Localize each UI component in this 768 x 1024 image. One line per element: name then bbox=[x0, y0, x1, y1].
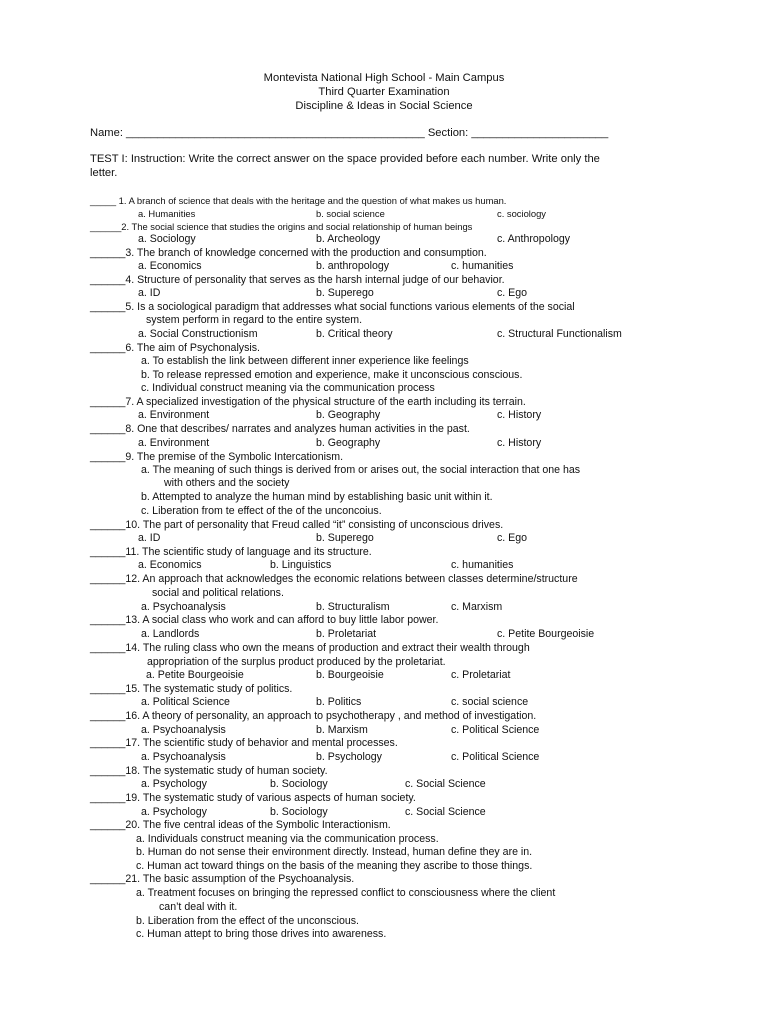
question-12-continued: social and political relations. bbox=[152, 587, 284, 599]
question-5-continued: system perform in regard to the entire system. bbox=[146, 314, 363, 326]
question-20-choice-c: c. Human act toward things on the basis of the meaning they ascribe to those things. bbox=[136, 860, 533, 872]
name-section-line: Name: ________________________________________________ Section: ______________________ bbox=[90, 127, 609, 139]
question-6-choice-b: b. To release repressed emotion and experience, make it unconscious conscious. bbox=[141, 369, 523, 381]
choice-a: a. ID bbox=[138, 532, 161, 544]
choice-c: c. History bbox=[497, 437, 542, 449]
instruction-line-1: TEST I: Instruction: Write the correct answer on the space provided before each number. Write only the bbox=[90, 153, 600, 165]
question-9-choice-c: c. Liberation from te effect of the of the unconcoius. bbox=[141, 505, 382, 517]
choice-a: a. Psychology bbox=[141, 778, 207, 790]
choice-a: a. Landlords bbox=[141, 628, 200, 640]
choice-b: b. Bourgeoisie bbox=[316, 669, 384, 681]
choice-b: b. Sociology bbox=[270, 806, 328, 818]
choice-a: a. Humanities bbox=[138, 208, 196, 219]
question-13: ______13. A social class who work and can afford to buy little labor power. bbox=[90, 614, 439, 626]
choice-a: a. Political Science bbox=[141, 696, 230, 708]
choice-c: c. sociology bbox=[497, 208, 546, 219]
question-14-continued: appropriation of the surplus product produced by the proletariat. bbox=[147, 656, 446, 668]
choice-a: a. Economics bbox=[138, 559, 202, 571]
choice-a: a. Petite Bourgeoisie bbox=[146, 669, 244, 681]
choice-a: a. Psychology bbox=[141, 806, 207, 818]
choice-a: a. Psychoanalysis bbox=[141, 724, 226, 736]
question-14: ______14. The ruling class who own the means of production and extract their wealth through bbox=[90, 642, 530, 654]
choice-b: b. Marxism bbox=[316, 724, 368, 736]
question-12: ______12. An approach that acknowledges the economic relations between classes determine/structure bbox=[90, 573, 578, 585]
question-3: ______3. The branch of knowledge concerned with the production and consumption. bbox=[90, 247, 487, 259]
choice-c: c. History bbox=[497, 409, 542, 421]
choice-b: b. Superego bbox=[316, 287, 374, 299]
subject-title: Discipline & Ideas in Social Science bbox=[295, 100, 473, 112]
question-8: ______8. One that describes/ narrates and analyzes human activities in the past. bbox=[90, 423, 470, 435]
question-19: ______19. The systematic study of various aspects of human society. bbox=[90, 792, 416, 804]
question-18: ______18. The systematic study of human society. bbox=[90, 765, 328, 777]
question-21-choice-a-continued: can’t deal with it. bbox=[159, 901, 238, 913]
choice-b: b. Geography bbox=[316, 409, 381, 421]
question-16: ______16. A theory of personality, an approach to psychotherapy , and method of investigation. bbox=[90, 710, 537, 722]
choice-b: b. Proletariat bbox=[316, 628, 377, 640]
choice-b: b. Structuralism bbox=[316, 601, 390, 613]
choice-c: c. humanities bbox=[451, 559, 514, 571]
question-9-choice-b: b. Attempted to analyze the human mind by establishing basic unit within it. bbox=[141, 491, 493, 503]
choice-c: c. Marxism bbox=[451, 601, 503, 613]
choice-b: b. anthropology bbox=[316, 260, 390, 272]
question-20: ______20. The five central ideas of the Symbolic Interactionism. bbox=[90, 819, 391, 831]
choice-c: c. Political Science bbox=[451, 751, 540, 763]
choice-c: c. Ego bbox=[497, 287, 528, 299]
question-6-choice-a: a. To establish the link between different inner experience like feelings bbox=[141, 355, 469, 367]
choice-a: a. Social Constructionism bbox=[138, 328, 258, 340]
question-9: ______9. The premise of the Symbolic Intercationism. bbox=[90, 451, 344, 463]
question-20-choice-a: a. Individuals construct meaning via the communication process. bbox=[136, 833, 439, 845]
question-21: ______21. The basic assumption of the Psychoanalysis. bbox=[90, 873, 355, 885]
choice-b: b. Sociology bbox=[270, 778, 328, 790]
choice-a: a. Environment bbox=[138, 437, 210, 449]
choice-b: b. Superego bbox=[316, 532, 374, 544]
question-10: ______10. The part of personality that Freud called “it” consisting of unconscious drives. bbox=[90, 519, 504, 531]
choice-c: c. social science bbox=[451, 696, 529, 708]
choice-c: c. humanities bbox=[451, 260, 514, 272]
school-name: Montevista National High School - Main Campus bbox=[263, 72, 505, 84]
question-9-choice-a-continued: with others and the society bbox=[164, 477, 290, 489]
question-21-choice-c: c. Human attept to bring those drives into awareness. bbox=[136, 928, 387, 940]
choice-b: b. social science bbox=[316, 208, 385, 219]
choice-a: a. ID bbox=[138, 287, 161, 299]
choice-b: b. Critical theory bbox=[316, 328, 393, 340]
choice-a: a. Psychoanalysis bbox=[141, 751, 226, 763]
choice-b: b. Geography bbox=[316, 437, 381, 449]
choice-b: b. Psychology bbox=[316, 751, 382, 763]
choice-c: c. Proletariat bbox=[451, 669, 511, 681]
question-20-choice-b: b. Human do not sense their environment directly. Instead, human define they are in. bbox=[136, 846, 533, 858]
question-17: ______17. The scientific study of behavior and mental processes. bbox=[90, 737, 398, 749]
exam-title: Third Quarter Examination bbox=[318, 86, 450, 98]
choice-c: c. Social Science bbox=[405, 806, 486, 818]
question-9-choice-a: a. The meaning of such things is derived from or arises out, the social interaction that one has bbox=[141, 464, 581, 476]
question-1: _____ 1. A branch of science that deals with the heritage and the question of what makes us human. bbox=[90, 195, 507, 206]
question-15: ______15. The systematic study of politics. bbox=[90, 683, 293, 695]
instruction-line-2: letter. bbox=[90, 167, 118, 179]
choice-b: b. Archeology bbox=[316, 233, 381, 245]
choice-c: c. Anthropology bbox=[497, 233, 571, 245]
question-2: ______2. The social science that studies the origins and social relationship of human beings bbox=[90, 221, 473, 232]
choice-b: b. Politics bbox=[316, 696, 362, 708]
question-6-choice-c: c. Individual construct meaning via the communication process bbox=[141, 382, 435, 394]
choice-a: a. Economics bbox=[138, 260, 202, 272]
question-6: ______6. The aim of Psychonalysis. bbox=[90, 342, 260, 354]
choice-b: b. Linguistics bbox=[270, 559, 332, 571]
choice-c: c. Social Science bbox=[405, 778, 486, 790]
choice-a: a. Psychoanalysis bbox=[141, 601, 226, 613]
choice-a: a. Environment bbox=[138, 409, 210, 421]
question-7: ______7. A specialized investigation of the physical structure of the earth including its terrain. bbox=[90, 396, 526, 408]
question-4: ______4. Structure of personality that serves as the harsh internal judge of our behavior. bbox=[90, 274, 505, 286]
choice-c: c. Political Science bbox=[451, 724, 540, 736]
choice-c: c. Structural Functionalism bbox=[497, 328, 622, 340]
choice-a: a. Sociology bbox=[138, 233, 196, 245]
question-21-choice-b: b. Liberation from the effect of the unconscious. bbox=[136, 915, 359, 927]
question-21-choice-a: a. Treatment focuses on bringing the repressed conflict to consciousness where the client bbox=[136, 887, 556, 899]
choice-c: c. Ego bbox=[497, 532, 528, 544]
choice-c: c. Petite Bourgeoisie bbox=[497, 628, 595, 640]
question-11: ______11. The scientific study of language and its structure. bbox=[90, 546, 372, 558]
question-5: ______5. Is a sociological paradigm that addresses what social functions various elements of the social bbox=[90, 301, 575, 313]
